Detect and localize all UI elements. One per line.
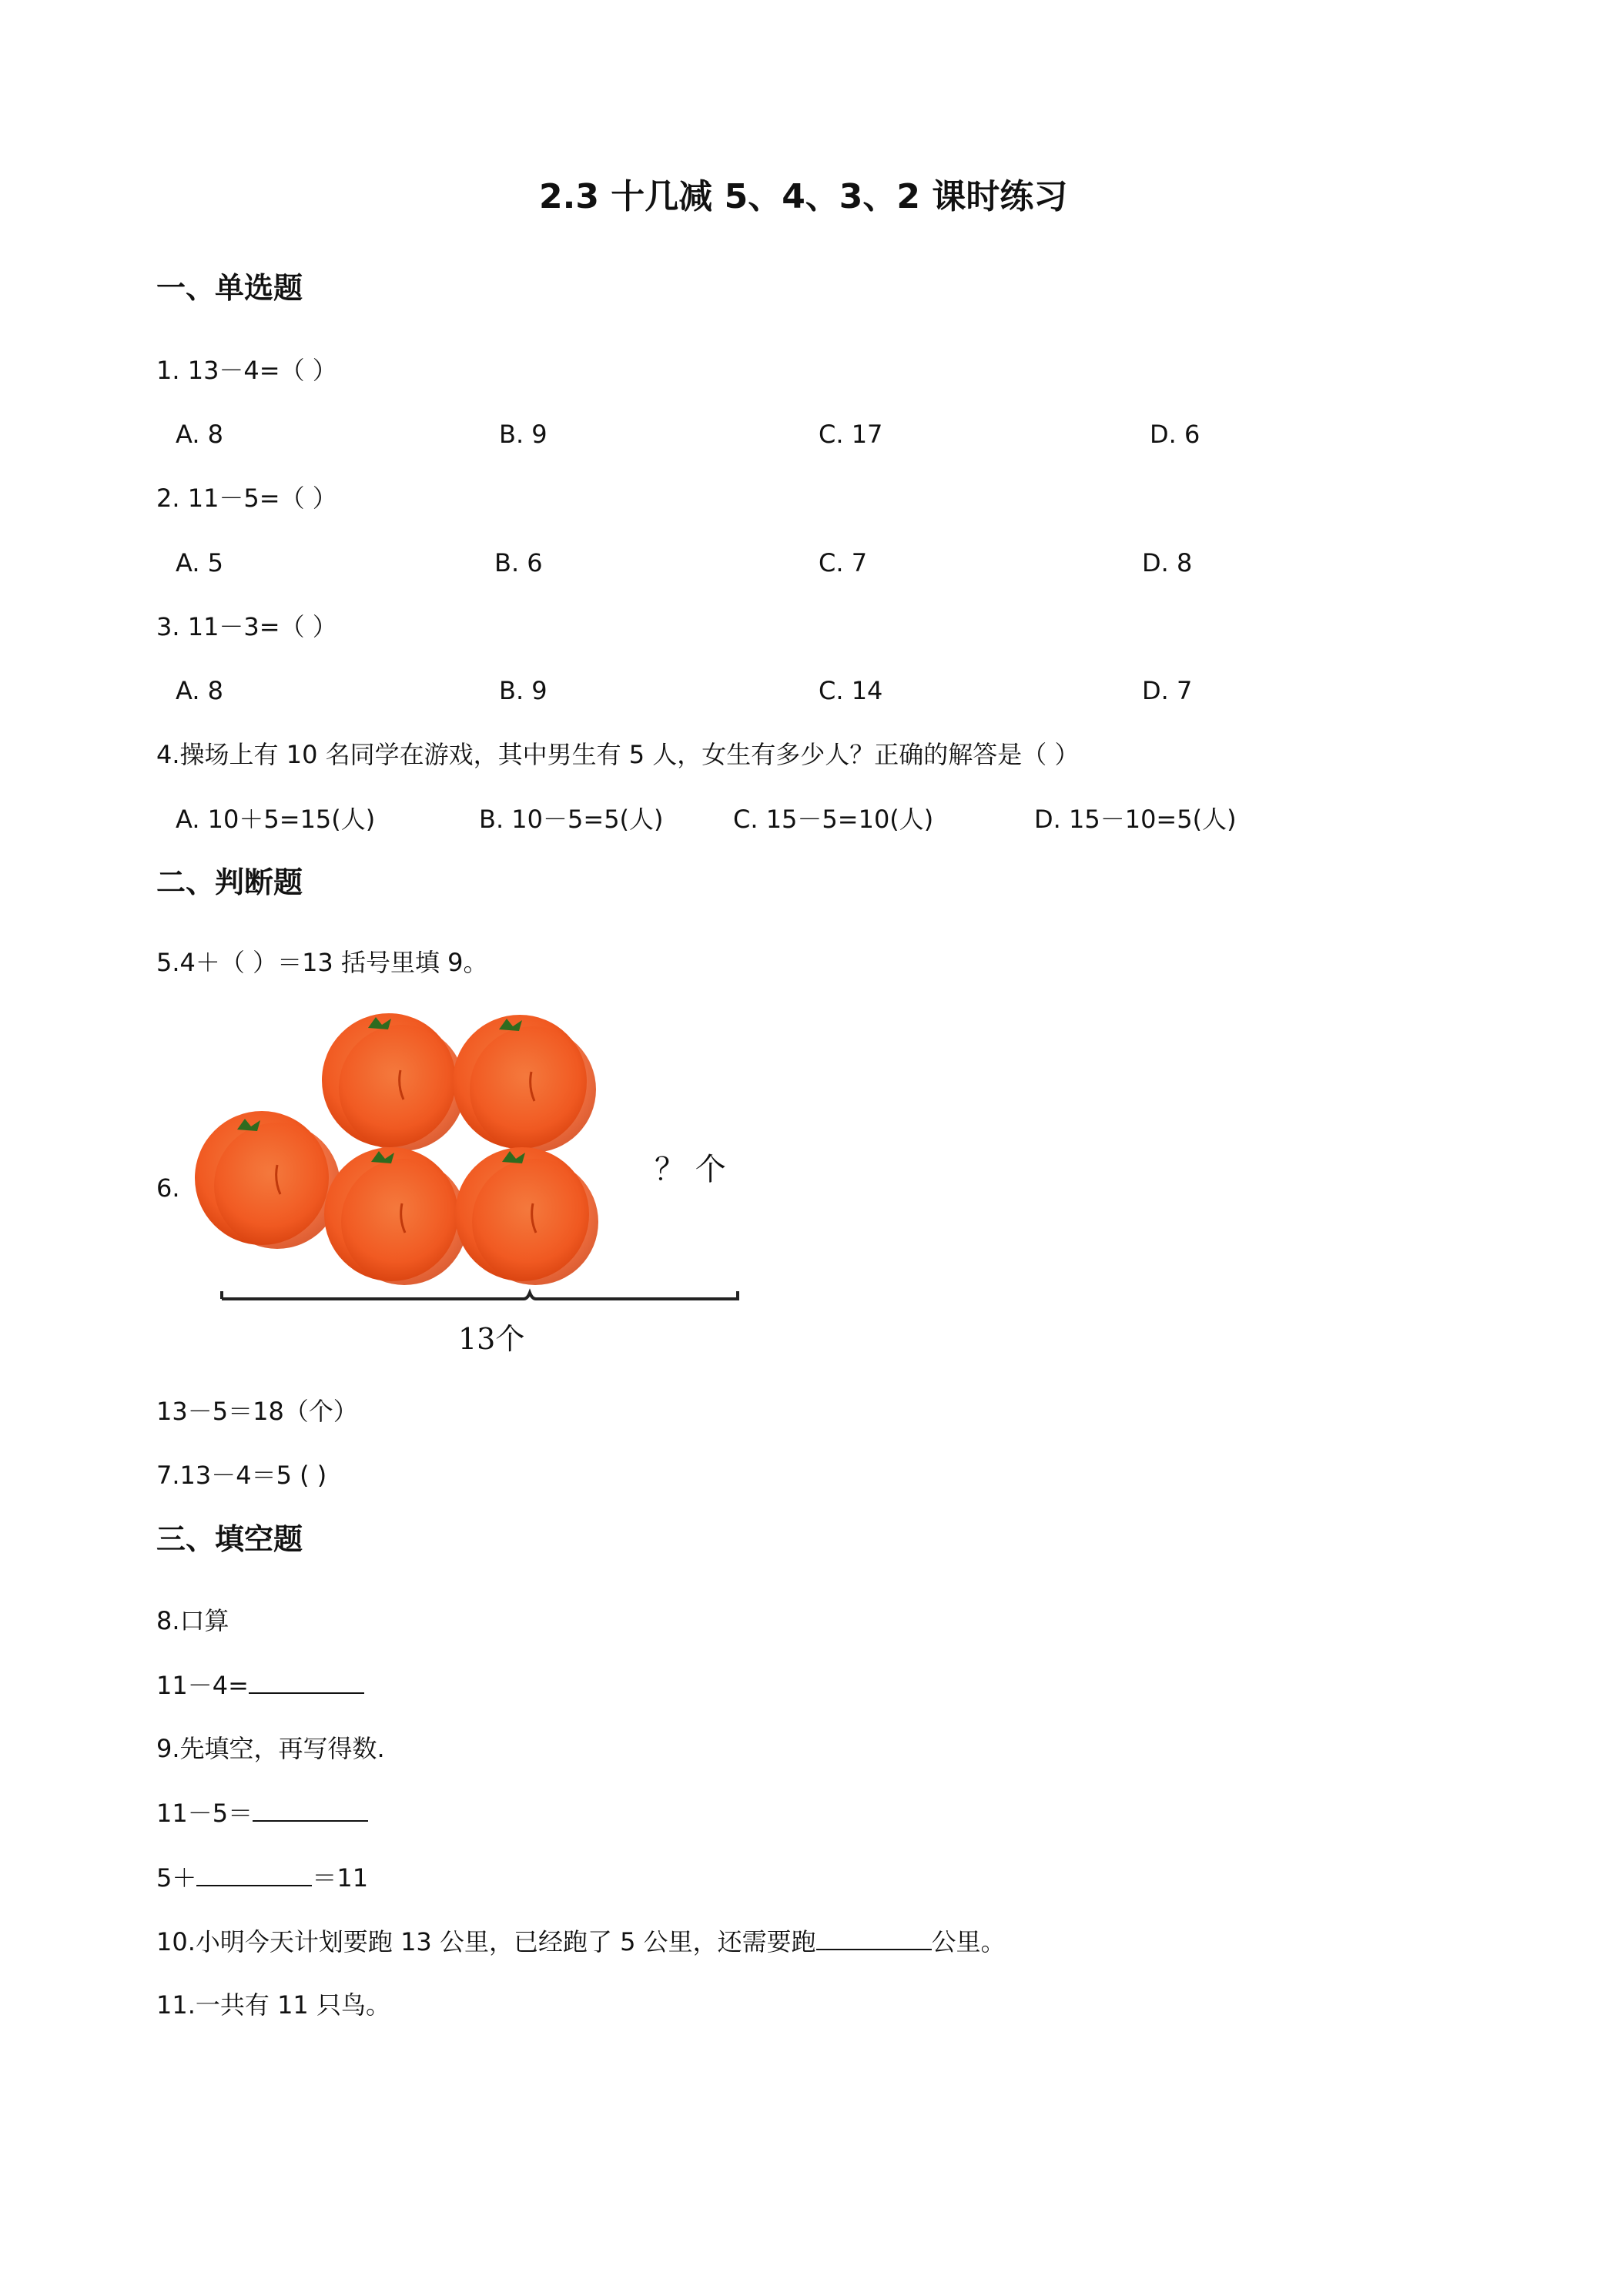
- question-4-option-d: D. 15－10=5(人): [1034, 805, 1237, 834]
- question-4-option-b: B. 10－5=5(人): [479, 805, 664, 834]
- question-6-number: 6.: [156, 1173, 180, 1203]
- section-heading-single-choice: 一、单选题: [156, 271, 303, 305]
- orange-2: [322, 1013, 465, 1151]
- question-9-line-2: [156, 1862, 368, 1893]
- question-2-option-a: A. 5: [176, 548, 224, 577]
- question-9-line-1-text: 11－5＝: [156, 1799, 253, 1828]
- question-1-option-d: D. 6: [1150, 420, 1200, 449]
- total-brace: [222, 1291, 738, 1299]
- question-8-answer-blank[interactable]: [249, 1669, 364, 1694]
- question-2-option-d: D. 8: [1142, 548, 1193, 577]
- question-4-option-a: A. 10＋5=15(人): [176, 805, 376, 834]
- orange-1: [195, 1111, 340, 1249]
- question-8-expr-text: 11－4=: [156, 1671, 249, 1700]
- question-9-blank-1[interactable]: [253, 1797, 368, 1822]
- question-10-pre: 10.小明今天计划要跑 13 公里，已经跑了 5 公里，还需要跑: [156, 1927, 816, 1956]
- question-1-option-c: C. 17: [819, 420, 883, 449]
- question-9-line-2-post: ＝11: [312, 1863, 369, 1893]
- question-10-post: 公里。: [931, 1927, 1006, 1956]
- question-10-blank[interactable]: [816, 1926, 932, 1950]
- question-9-blank-2[interactable]: [196, 1862, 312, 1886]
- question-1-option-a: A. 8: [176, 420, 224, 449]
- section-heading-true-false: 二、判断题: [156, 865, 303, 899]
- orange-4: [324, 1147, 467, 1285]
- question-2-stem: 2. 11－5=（ ）: [156, 484, 337, 513]
- question-7: 7.13－4＝5 ( ): [156, 1461, 327, 1490]
- question-11: 11.一共有 11 只鸟。: [156, 1990, 390, 2020]
- question-8-stem: 8.口算: [156, 1606, 229, 1635]
- unknown-count-label: ？ 个: [655, 1152, 726, 1187]
- question-3-option-d: D. 7: [1142, 676, 1193, 705]
- page-title: 2.3 十几减 5、4、3、2 课时练习: [539, 177, 1068, 216]
- question-3-option-a: A. 8: [176, 676, 224, 705]
- section-heading-fill-blank: 三、填空题: [156, 1522, 303, 1556]
- question-9-stem: 9.先填空，再写得数.: [156, 1734, 385, 1763]
- question-1-stem: 1. 13－4=（ ）: [156, 356, 337, 385]
- question-3-stem: 3. 11－3=（ ）: [156, 612, 337, 641]
- question-2-option-b: B. 6: [494, 548, 543, 577]
- question-3-option-c: C. 14: [819, 676, 883, 705]
- total-count-label: 13个: [458, 1322, 525, 1356]
- question-4-stem: 4.操场上有 10 名同学在游戏，其中男生有 5 人，女生有多少人？正确的解答是（ ）: [156, 740, 1080, 769]
- question-9-line-1: [156, 1797, 368, 1829]
- question-1-option-b: B. 9: [499, 420, 547, 449]
- orange-5: [455, 1147, 598, 1285]
- question-2-option-c: C. 7: [819, 548, 868, 577]
- question-4-option-c: C. 15－5=10(人): [733, 805, 934, 834]
- oranges-figure: [193, 997, 747, 1373]
- question-3-option-b: B. 9: [499, 676, 547, 705]
- question-8-expression: [156, 1669, 364, 1701]
- question-5: 5.4＋（ ）＝13 括号里填 9。: [156, 948, 488, 977]
- question-9-line-2-pre: 5＋: [156, 1863, 197, 1893]
- orange-3: [453, 1015, 596, 1153]
- question-10: [156, 1926, 1006, 1957]
- question-6-equation: 13－5＝18（个）: [156, 1397, 358, 1426]
